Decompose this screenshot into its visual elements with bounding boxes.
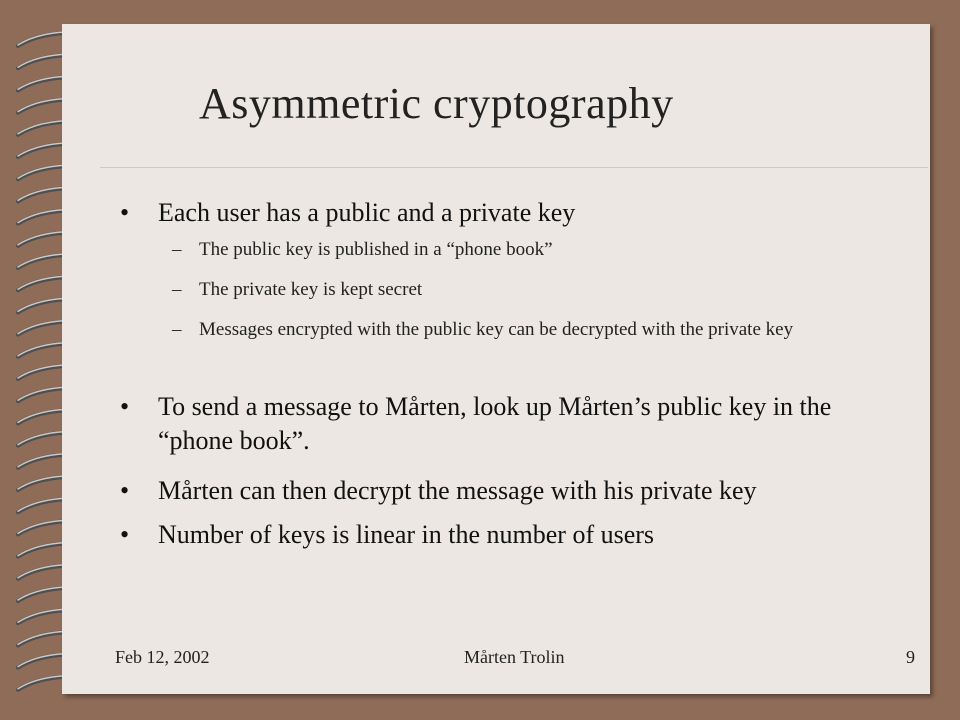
sub-bullet-dash: –: [172, 279, 182, 300]
bullet-text: To send a message to Mårten, look up Mårten’s public key in the “phone book”.: [158, 392, 832, 455]
bullet-text: Mårten can then decrypt the message with his private key: [158, 476, 757, 505]
bullet-text: Each user has a public and a private key: [158, 198, 576, 227]
sub-bullet-text: The public key is published in a “phone book”: [199, 239, 553, 260]
bullet-item: [120, 196, 576, 230]
footer-author: Mårten Trolin: [464, 647, 565, 667]
bullet-dot: •: [120, 198, 130, 227]
bullet-item: [120, 518, 655, 552]
sub-bullet-dash: –: [172, 319, 182, 340]
slide-title: Asymmetric cryptography: [199, 79, 674, 128]
bullet-dot: •: [120, 520, 130, 549]
sub-bullet-item: [172, 317, 879, 343]
sub-bullet-item: [172, 237, 879, 263]
bullet-dot: •: [120, 476, 130, 505]
bullet-dot: •: [120, 392, 130, 421]
footer-date: Feb 12, 2002: [115, 647, 210, 667]
sub-bullet-text: The private key is kept secret: [199, 279, 423, 300]
sub-bullet-text: Messages encrypted with the public key can be decrypted with the private key: [199, 319, 794, 340]
sub-bullet-dash: –: [172, 239, 182, 260]
bullet-item: [120, 474, 757, 508]
bullet-text: Number of keys is linear in the number of users: [158, 520, 655, 549]
bullet-item: [120, 390, 868, 458]
sub-bullet-item: [172, 277, 879, 303]
footer-page-number: 9: [906, 647, 915, 667]
